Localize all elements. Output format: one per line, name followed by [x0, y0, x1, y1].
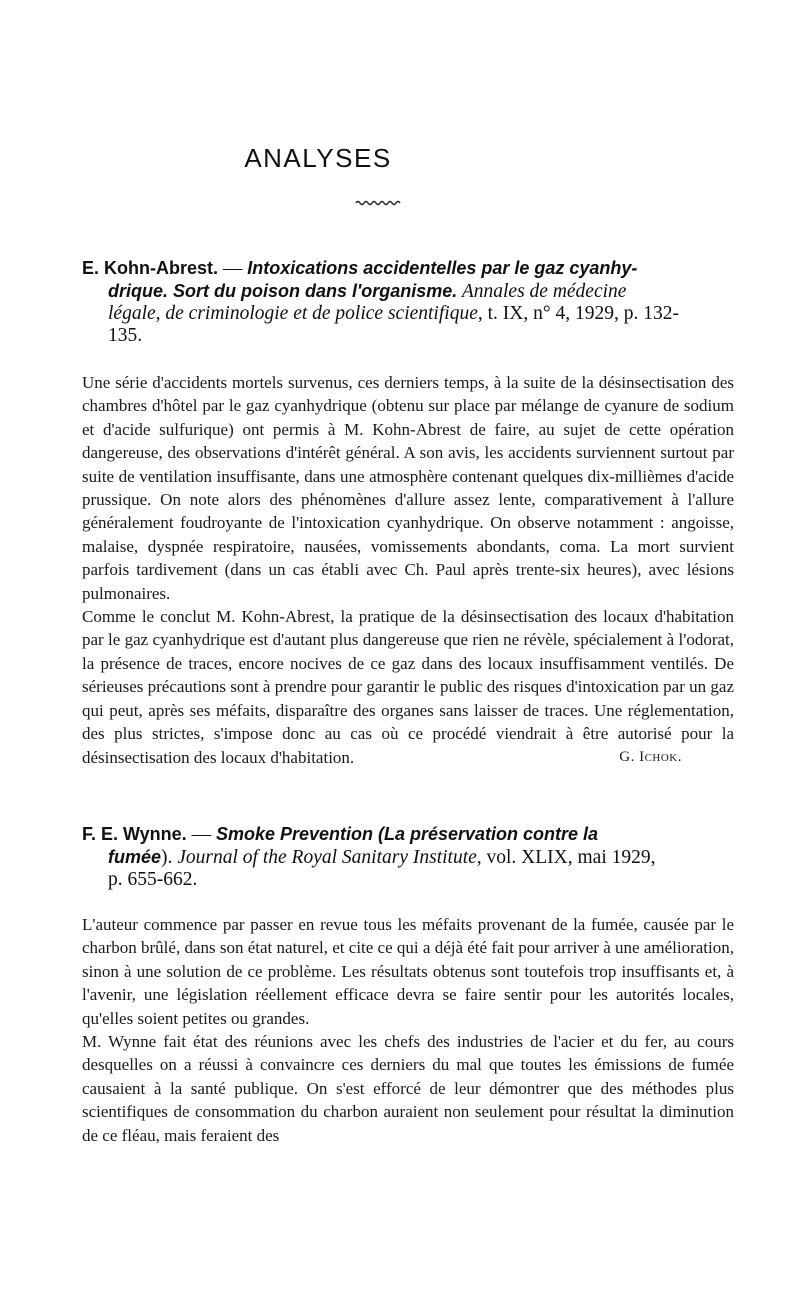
entry-2-ref-line2: vol. XLIX, mai 1929,: [481, 847, 656, 868]
entry-2-title-line2: fumée: [108, 847, 162, 867]
entry-2-body: [82, 913, 734, 1147]
entry-2-paragraph-1: L'auteur commence par passer en revue tous les méfaits provenant de la fumée, causée par le charbon brûlé, dans son état naturel, et cite ce qui a déjà été fait pour arriver à une amélioration, sinon à une solution de ce problème. Les résultats obtenus sont toutefois trop insuffisants et, à l'avenir, une législation réellement efficace devra se faire sentir pour les autorités locales, qu'elles soient petites ou grandes.: [82, 915, 734, 1028]
page-title: ANALYSES: [244, 143, 392, 173]
entry-1-ref-line4: 135.: [108, 325, 143, 346]
entry-1-dash: —: [218, 258, 248, 279]
entry-2-paragraph-2: M. Wynne fait état des réunions avec les chefs des industries de l'acier et du fer, au cours desquelles on a réussi à convaincre ces derniers du mal que toutes les émissions de fumée causaient à la santé publique. On s'est efforcé de leur démontrer que des méthodes plus scientifiques de consommation du charbon auraient non seulement pour résultat la diminution de ce fléau, mais feraient des: [82, 1032, 734, 1145]
entry-1-journal-line3: légale, de criminologie et de police scientifique,: [108, 303, 483, 324]
entry-1-title-line2: drique. Sort du poison dans l'organisme.: [108, 281, 458, 301]
entry-2-title-line1: Smoke Prevention (La préservation contre la: [215, 824, 599, 844]
entry-1-ref-line3: t. IX, n° 4, 1929, p. 132-: [482, 303, 680, 324]
entry-1-paragraph-2-text: Comme le conclut M. Kohn-Abrest, la pratique de la désinsectisation des locaux d'habitation par le gaz cyanhydrique est d'autant plus dangereuse que rien ne révèle, spécialement à l'odorat, la présence de traces, encore nocives de ce gaz dans des locaux insuffisamment ventilés. De sérieuses précautions sont à prendre pour garantir le public des risques d'intoxication par un gaz qui peut, après ses méfaits, disparaître des organes sans laisser de traces. Une réglementation, des plus strictes, s'impose donc au cas où ce procédé viendrait à être autorisé pour la désinsectisation des locaux d'habitation.: [82, 607, 734, 767]
entry-1-body: [82, 371, 734, 769]
entry-1-paragraph-2: [82, 605, 734, 769]
entry-1-signature: G. Ichok.: [619, 748, 682, 765]
ornament-divider: [318, 196, 438, 210]
entry-2-journal-line2: Journal of the Royal Sanitary Institute,: [172, 847, 482, 868]
entry-2-header: [82, 823, 734, 891]
entry-2-author: F. E. Wynne.: [82, 824, 187, 844]
entry-1-header: [82, 257, 734, 347]
entry-1-title-line1: Intoxications accidentelles par le gaz cyanhy-: [247, 258, 638, 278]
entry-1-author: E. Kohn-Abrest.: [82, 258, 219, 278]
entry-1-paragraph-1: Une série d'accidents mortels survenus, ces derniers temps, à la suite de la désinsectisation des chambres d'hôtel par le gaz cyanhydrique (obtenu sur place par mélange de cyanure de sodium et d'acide sulfurique) ont permis à M. Kohn-Abrest de faire, au sujet de cette opération dangereuse, des observations d'intérêt général. A son avis, les accidents surviennent surtout par suite de ventilation insuffisante, dans une atmosphère contenant quelques dix-millièmes d'acide prussique. On note alors des phénomènes d'allure assez lente, comparativement à l'allure généralement foudroyante de l'intoxication cyanhydrique. On observe notamment : angoisse, malaise, dyspnée respiratoire, nausées, vomissements abondants, coma. La mort survient parfois tardivement (dans un cas établi avec Ch. Paul après trente-six heures), avec lésions pulmonaires.: [82, 373, 734, 603]
entry-2-ref-line3: p. 655-662.: [108, 869, 198, 890]
entry-2-title-close: ).: [161, 847, 173, 868]
entry-2-dash: —: [186, 824, 216, 845]
entry-1-journal-line2: Annales de médecine: [457, 281, 627, 302]
